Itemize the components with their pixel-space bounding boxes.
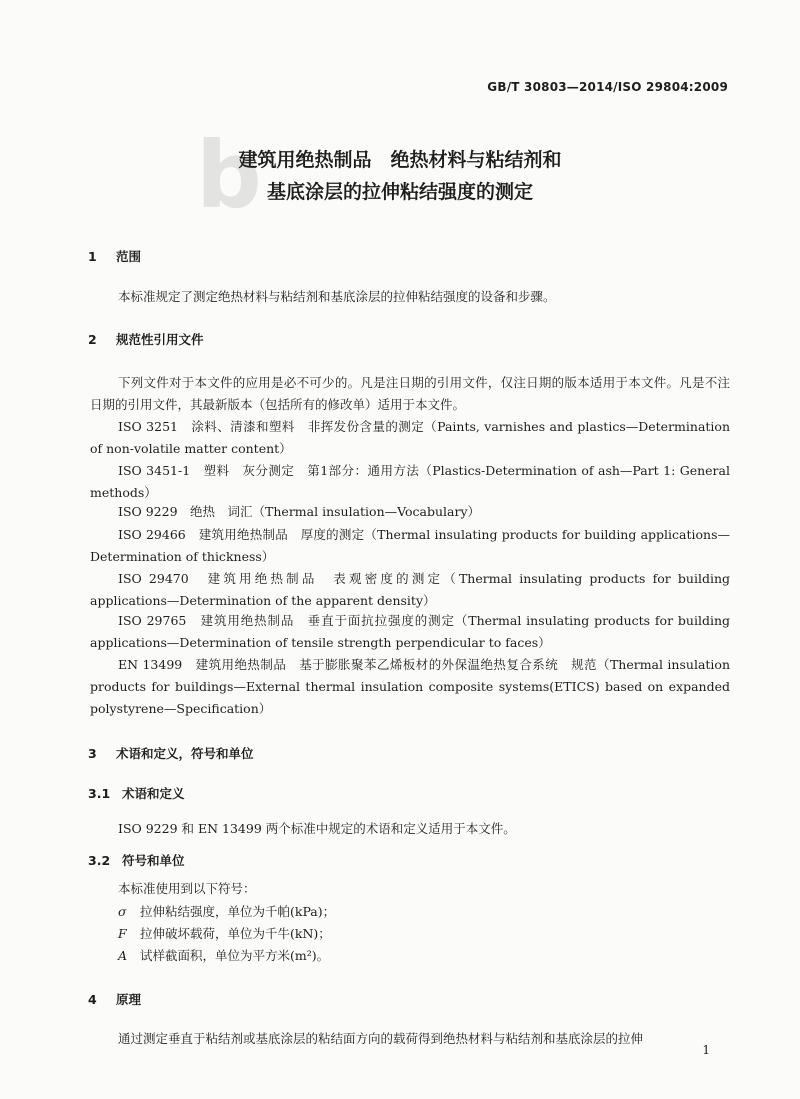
title-line-1: 建筑用绝热制品 绝热材料与粘结剂和 [238,149,562,171]
symbols-intro: 本标准使用到以下符号： [118,881,256,896]
reference-item: ISO 29466 建筑用绝热制品 厚度的测定（Thermal insulating products for building applications—Determination of thickness） [90,527,730,564]
section-4-heading [88,990,141,1008]
reference-item: ISO 3251 涂料、清漆和塑料 非挥发份含量的测定（Paints, varnishes and plastics—Determination of non-volatile matter content） [90,419,730,456]
section-number: 3.1 [88,786,111,801]
symbol-row [90,923,758,945]
section-3-2-heading [88,851,185,869]
symbol-row [90,901,758,923]
symbol: σ [118,904,127,919]
section-1-heading [88,247,141,265]
title-line-2: 基底涂层的拉伸粘结强度的测定 [266,181,533,203]
section-title: 术语和定义，符号和单位 [116,746,254,761]
watermark: b [196,122,276,229]
section-number: 3 [88,746,97,761]
document-title [0,144,800,208]
symbol-description: 拉伸破坏载荷，单位为千牛(kN)； [140,926,331,941]
section-number: 1 [88,249,97,264]
standard-code: GB/T 30803—2014/ISO 29804:2009 [487,80,728,94]
section-2-intro: 下列文件对于本文件的应用是必不可少的。凡是注日期的引用文件，仅注日期的版本适用于本文件。凡是不注日期的引用文件，其最新版本（包括所有的修改单）适用于本文件。 [90,375,730,412]
reference-item: EN 13499 建筑用绝热制品 基于膨胀聚苯乙烯板材的外保温绝热复合系统 规范（Thermal insulation products for buildings—External thermal insulation composite systems(ETICS) based on expanded polystyrene—Specification） [90,657,730,716]
symbol: F [118,926,127,941]
section-number: 3.2 [88,853,111,868]
section-4-text: 通过测定垂直于粘结剂或基底涂层的粘结面方向的载荷得到绝热材料与粘结剂和基底涂层的拉伸 [118,1031,644,1046]
symbol: A [118,948,128,963]
symbol-description: 拉伸粘结强度，单位为千帕(kPa)； [140,904,336,919]
page-number: 1 [702,1043,710,1057]
section-title: 术语和定义 [122,786,185,801]
section-number: 4 [88,992,97,1007]
section-3-heading [88,744,254,762]
symbol-row [90,945,758,967]
symbol-description: 试样截面积，单位为平方米(m²)。 [140,948,330,963]
reference-item: ISO 9229 绝热 词汇（Thermal insulation—Vocabulary） [118,504,481,519]
section-title: 范围 [116,249,142,264]
reference-item: ISO 29470 建筑用绝热制品 表观密度的测定（Thermal insulating products for building applications—Determination of the apparent density） [90,571,730,608]
reference-item: ISO 29765 建筑用绝热制品 垂直于面抗拉强度的测定（Thermal insulating products for building applications—Determination of tensile strength perpendicular to faces） [90,613,730,650]
section-1-text: 本标准规定了测定绝热材料与粘结剂和基底涂层的拉伸粘结强度的设备和步骤。 [118,289,556,304]
section-title: 符号和单位 [122,853,185,868]
section-3-1-heading [88,784,185,802]
section-number: 2 [88,332,97,347]
section-2-heading [88,330,204,348]
section-title: 原理 [116,992,142,1007]
reference-item: ISO 3451-1 塑料 灰分测定 第1部分：通用方法（Plastics-Determination of ash—Part 1: General methods） [90,463,730,500]
section-3-1-text: ISO 9229 和 EN 13499 两个标准中规定的术语和定义适用于本文件。 [118,821,516,836]
section-title: 规范性引用文件 [116,332,204,347]
